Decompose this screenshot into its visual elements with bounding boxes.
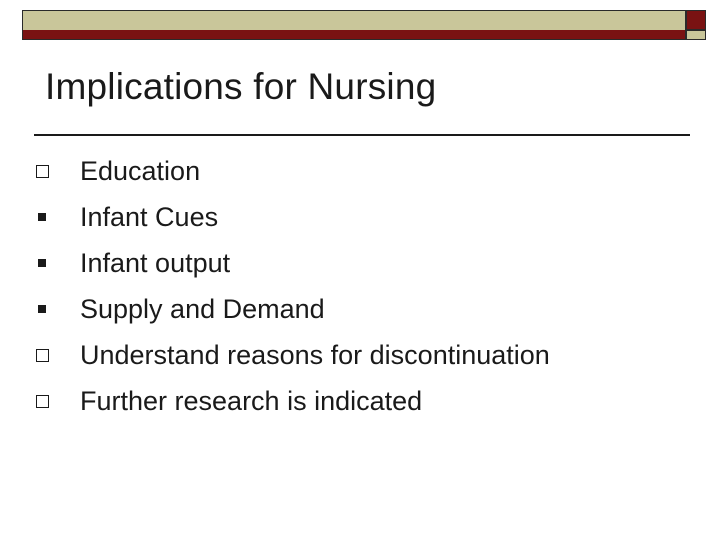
- list-item: [36, 378, 550, 424]
- hollow-square-icon: [36, 349, 49, 362]
- bullet-list: [36, 148, 550, 424]
- title-divider: [34, 134, 690, 136]
- header-decorative-band: [22, 10, 686, 40]
- list-item: [36, 240, 550, 286]
- list-item: [36, 332, 550, 378]
- slide-title: Implications for Nursing: [45, 66, 437, 107]
- list-item: [36, 194, 550, 240]
- filled-square-icon: [38, 305, 46, 313]
- bullet-text: Understand reasons for discontinuation: [80, 339, 550, 370]
- bullet-text: Education: [80, 155, 201, 186]
- header-accent-strip: [23, 30, 685, 39]
- bullet-text: Infant Cues: [80, 201, 219, 232]
- bullet-text: Further research is indicated: [80, 385, 423, 416]
- filled-square-icon: [38, 213, 46, 221]
- header-corner-ornament: [686, 10, 708, 40]
- hollow-square-icon: [36, 395, 49, 408]
- filled-square-icon: [38, 259, 46, 267]
- bullet-text: Supply and Demand: [80, 293, 325, 324]
- bullet-text: Infant output: [80, 247, 231, 278]
- corner-band-square: [686, 30, 706, 40]
- corner-accent-square: [686, 10, 706, 30]
- list-item: [36, 286, 550, 332]
- list-item: [36, 148, 550, 194]
- hollow-square-icon: [36, 165, 49, 178]
